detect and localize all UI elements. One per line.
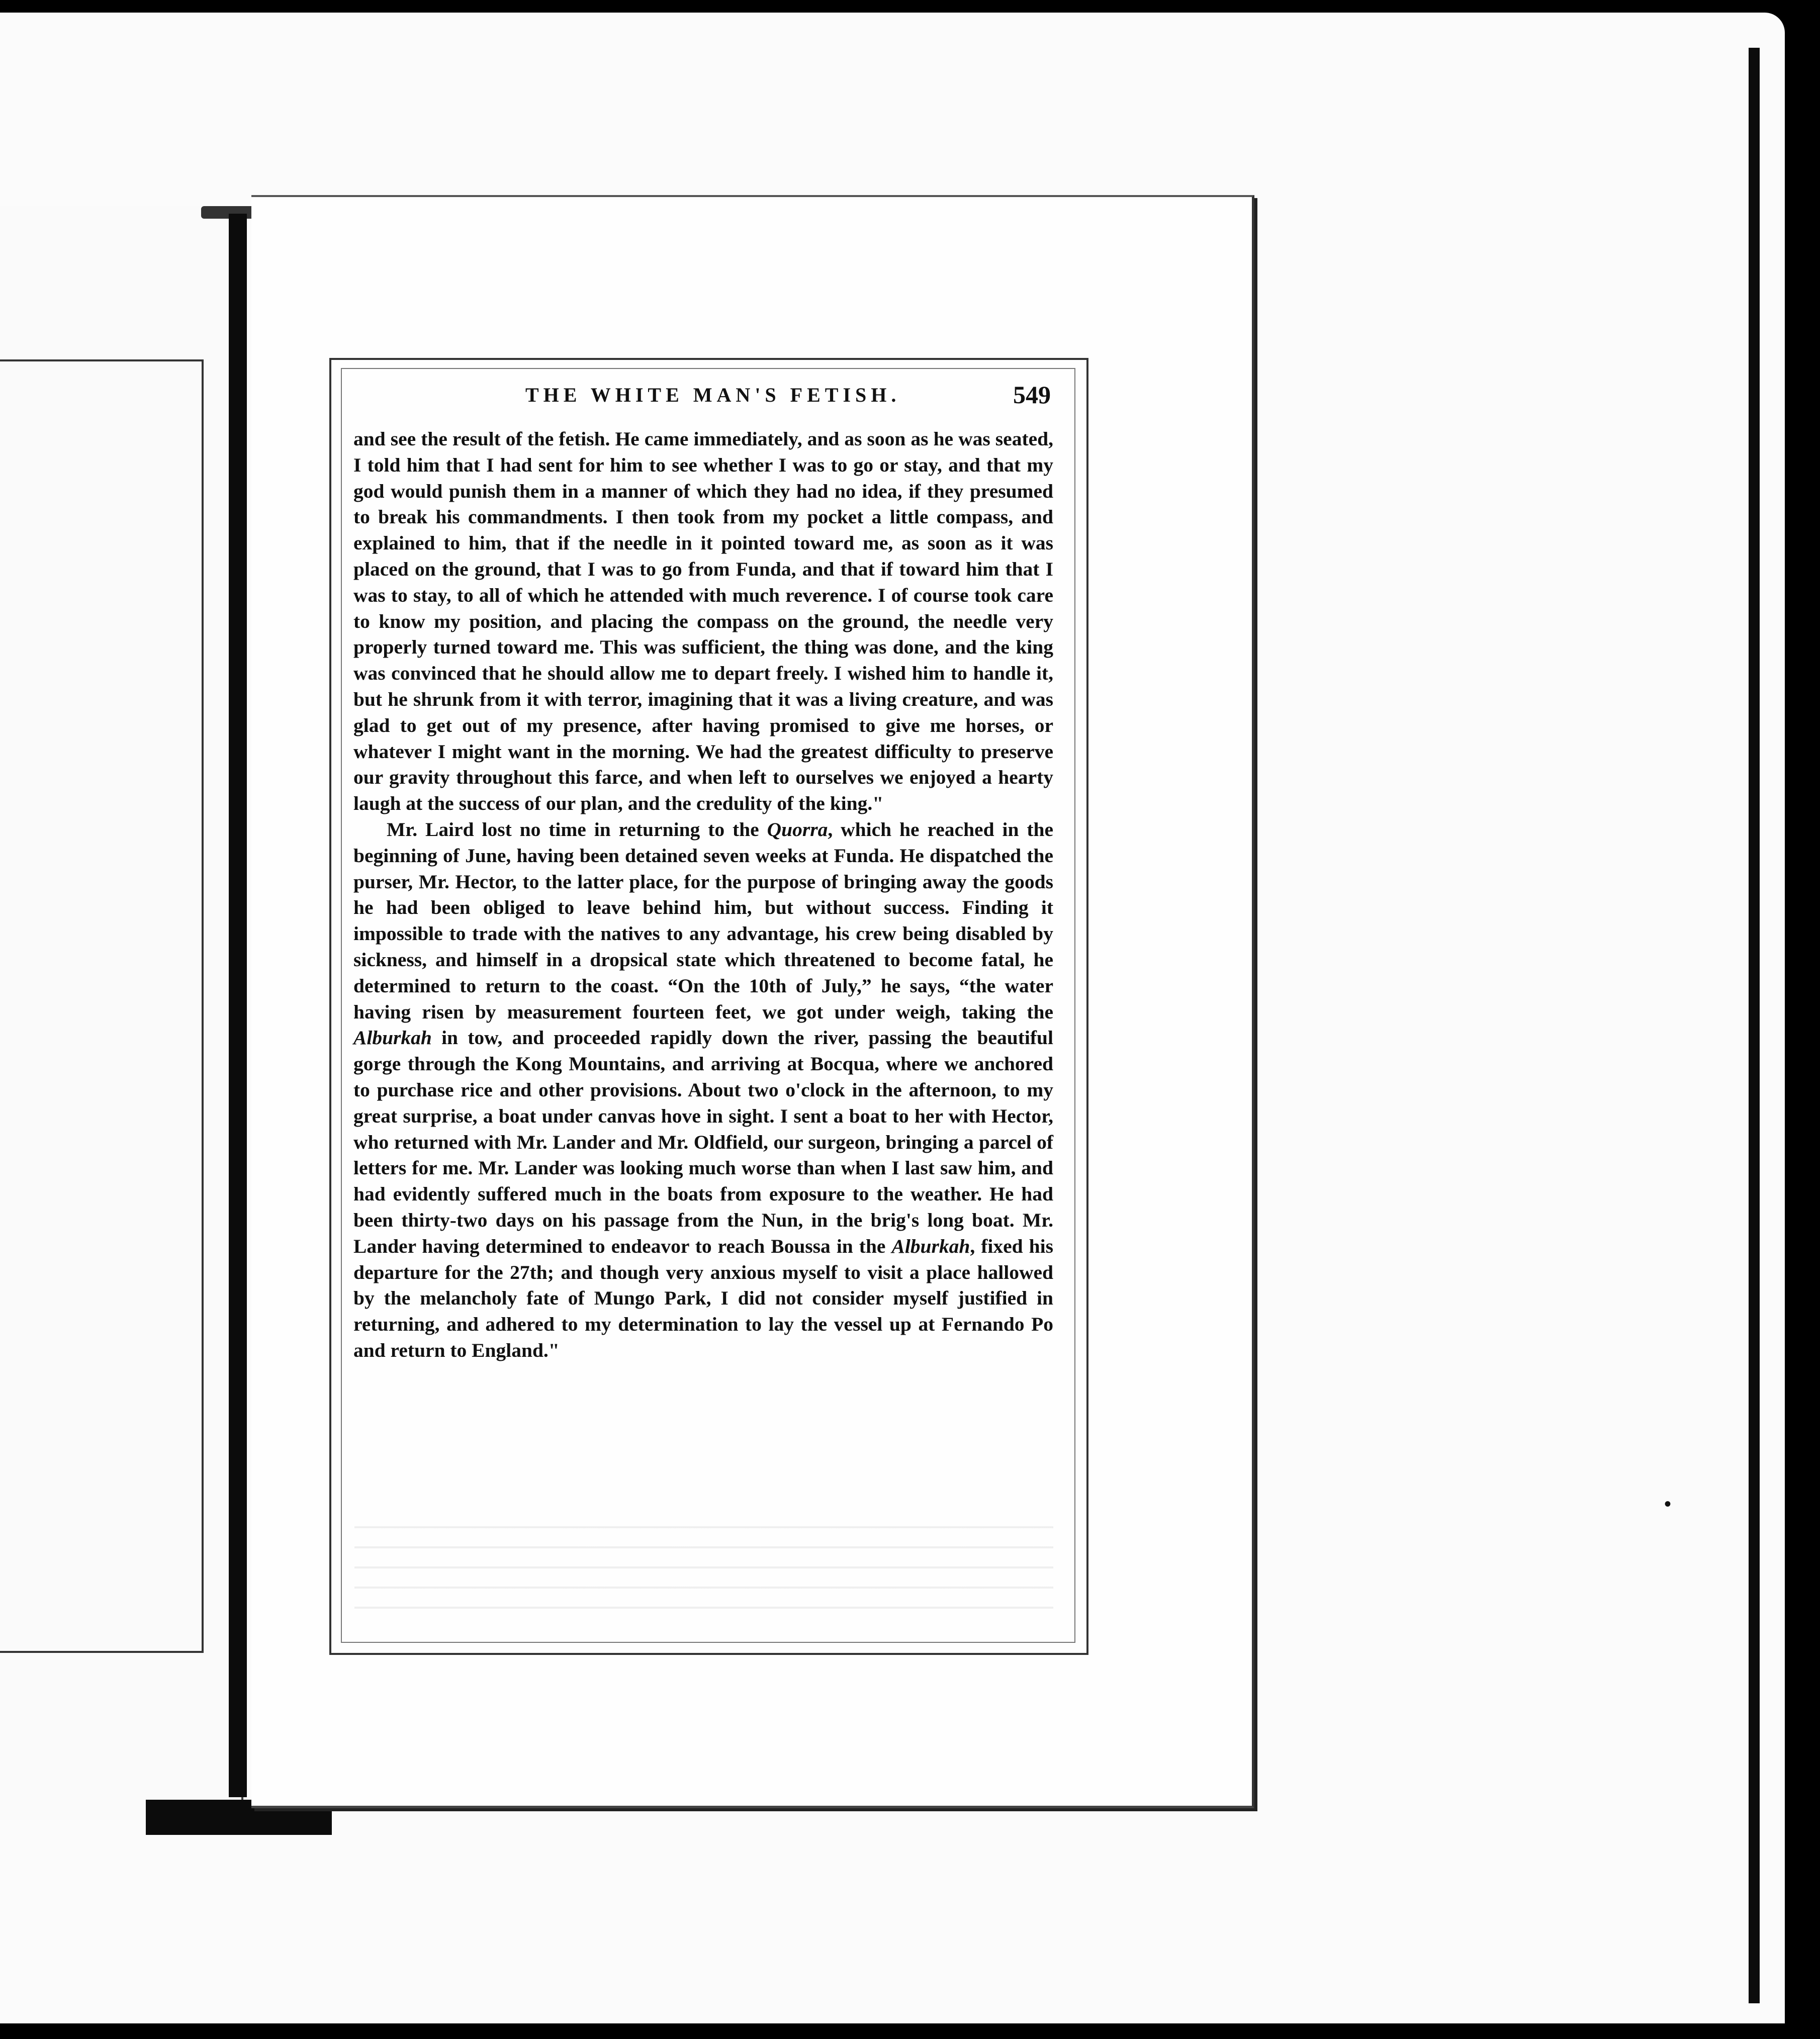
book-gutter: [229, 214, 247, 1797]
paragraph-2-text-c: in tow, and proceeded rapidly down the river, passing the beautiful gorge through the Kong Mountains, and arriving at Bocqua, where we anchored to purchase rice and other provisions. About two o'clock in the afternoon, to my great surprise, a boat under canvas hove in sight. I sent a boat to her with Hector, who returned with Mr. Lander and Mr. Oldfield, our surgeon, bringing a parcel of letters for me. Mr. Lander was looking much worse than when I last saw him, and had evidently suffered much in the boats from exposure to the weather. He had been thirty-two days on his passage from the Nun, in the brig's long boat. Mr. Lander having determined to endeavor to reach Boussa in the: [353, 1027, 1053, 1257]
page-body: [353, 426, 1053, 1364]
paragraph-2-text-a: Mr. Laird lost no time in returning to the: [387, 818, 767, 841]
margin-mark: •: [1664, 1493, 1672, 1515]
ship-name-alburkah: Alburkah: [353, 1027, 432, 1049]
paragraph-2-text-d: , fixed his departure for the 27th; and though very anxious myself to visit a place hallowed by the melancholy fate of Mungo Park, I did not consider myself justified in returning, and adhered to my determination to lay the vessel up at Fernando Po and return to England.": [353, 1235, 1053, 1361]
paragraph-2: [353, 817, 1053, 1364]
running-head: [352, 383, 1051, 413]
ship-name-alburkah-2: Alburkah: [891, 1235, 970, 1257]
facing-page-frame: [0, 359, 204, 1653]
paragraph-1: and see the result of the fetish. He came immediately, and as soon as he was seated, I told him that I had sent for him to see whether I was to go or stay, and that my god would punish them in a manner of which they had no idea, if they presumed to break his commandments. I then took from my pocket a little compass, and explained to him, that if the needle in it pointed toward me, as soon as it was placed on the ground, that I was to go from Funda, and that if toward him that I was to stay, to all of which he attended with much reverence. I of course took care to know my position, and placing the compass on the ground, the needle very properly turned toward me. This was sufficient, the thing was done, and the king was convinced that he should allow me to depart freely. I wished him to handle it, but he shrunk from it with terror, imagining that it was a living creature, and was glad to get out of my presence, after having promised to give me horses, or whatever I might want in the morning. We had the greatest difficulty to preserve our gravity throughout this farce, and when left to ourselves we enjoyed a hearty laugh at the success of our plan, and the credulity of the king.": [353, 428, 1053, 815]
running-title: THE WHITE MAN'S FETISH.: [525, 384, 901, 406]
backdrop-edge-shadow: [1749, 48, 1760, 2003]
show-through-text: [354, 1508, 1053, 1624]
page-number: 549: [1013, 381, 1051, 409]
ship-name-quorra: Quorra: [767, 818, 828, 841]
paragraph-2-text-b: , which he reached in the beginning of June, having been detained seven weeks at Funda. He dispatched the purser, Mr. Hector, to the latter place, for the purpose of bringing away the goods he had been obliged to leave behind him, but without success. Finding it impossible to trade with the natives to any advantage, his crew being disabled by sickness, and himself in a dropsical state which threatened to become fatal, he determined to return to the coast. “On the 10th of July,” he says, “the water having risen by measurement fourteen feet, we got under weigh, taking the: [353, 818, 1053, 1023]
